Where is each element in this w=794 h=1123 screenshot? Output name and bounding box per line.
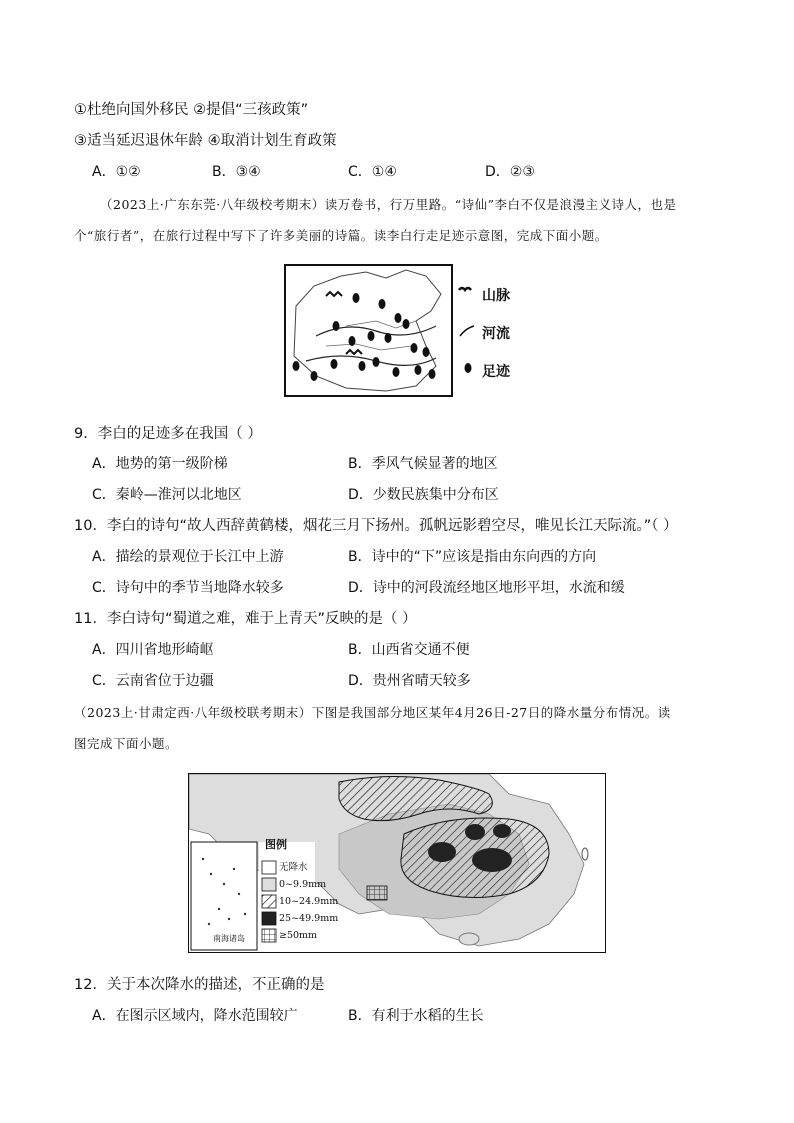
precipitation-map-drawing xyxy=(189,774,605,952)
passage-2-line-2: 图完成下面小题。 xyxy=(74,736,179,751)
question-10-stem: 10．李白的诗句“故人西辞黄鹤楼，烟花三月下扬州。孤帆远影碧空尽，唯见长江天际流。”（ ） xyxy=(74,518,678,534)
legend-item-rainstorm: ≥50mm xyxy=(279,930,318,941)
question-9-option-b: B．季风气候显著的地区 xyxy=(348,456,498,472)
choice-b: B．③④ xyxy=(212,164,261,180)
question-10-option-b: B．诗中的“下”应该是指由东向西的方向 xyxy=(348,549,597,565)
li-bai-footprint-map xyxy=(284,264,453,397)
question-11-option-b: B．山西省交通不便 xyxy=(348,642,470,658)
question-10-option-c: C．诗句中的季节当地降水较多 xyxy=(92,580,284,596)
river-icon xyxy=(460,326,474,336)
option-list-row-2: ③适当延迟退休年龄 ④取消计划生育政策 xyxy=(74,133,337,149)
question-12-option-b: B．有利于水稻的生长 xyxy=(348,1008,484,1024)
question-12-option-a: A．在图示区域内，降水范围较广 xyxy=(92,1008,298,1024)
choice-c: C．①④ xyxy=(348,164,397,180)
legend-title: 图例 xyxy=(265,838,287,851)
option-list-row-1: ①杜绝向国外移民 ②提倡“三孩政策” xyxy=(74,102,309,118)
map-1-legend-symbols xyxy=(456,284,480,384)
question-11-stem: 11．李白诗句“蜀道之难，难于上青天”反映的是（ ） xyxy=(74,611,417,627)
legend-river-label: 河流 xyxy=(482,326,510,342)
footprint-icon xyxy=(465,363,472,373)
choice-a: A．①② xyxy=(92,164,141,180)
legend-item-heavy: 25~49.9mm xyxy=(279,913,339,924)
question-11-option-d: D．贵州省晴天较多 xyxy=(348,673,471,689)
question-9-stem: 9．李白的足迹多在我国（ ） xyxy=(74,426,262,442)
question-11-option-a: A．四川省地形崎岖 xyxy=(92,642,214,658)
passage-1-line-2: 个“旅行者”，在旅行过程中写下了许多美丽的诗篇。读李白行走足迹示意图，完成下面小题。 xyxy=(74,228,608,243)
question-10-option-a: A．描绘的景观位于长江中上游 xyxy=(92,549,284,565)
precipitation-map xyxy=(188,773,606,953)
question-12-stem: 12．关于本次降水的描述，不正确的是 xyxy=(74,977,325,993)
choice-d: D．②③ xyxy=(485,164,535,180)
question-10-option-d: D．诗中的河段流经地区地形平坦，水流和缓 xyxy=(348,580,625,596)
legend-item-none: 无降水 xyxy=(279,862,308,873)
legend-mountain-label: 山脉 xyxy=(482,288,510,304)
question-9-option-d: D．少数民族集中分布区 xyxy=(348,487,499,503)
footprint-map-drawing xyxy=(286,266,451,395)
passage-2-line-1: （2023上·甘肃定西·八年级校联考期末）下图是我国部分地区某年4月26日-27日的降水量分布情况。读 xyxy=(74,705,671,720)
legend-footprint-label: 足迹 xyxy=(482,364,510,380)
inset-label-south-china-sea: 南海诸岛 xyxy=(213,934,245,943)
question-11-option-c: C．云南省位于边疆 xyxy=(92,673,214,689)
legend-item-light: 0~9.9mm xyxy=(279,879,327,890)
question-9-option-a: A．地势的第一级阶梯 xyxy=(92,456,228,472)
passage-1-line-1: （2023上·广东东莞·八年级校考期末）读万卷书，行万里路。“诗仙”李白不仅是浪漫主义诗人，也是 xyxy=(100,197,677,212)
mountain-icon xyxy=(459,288,471,290)
question-9-option-c: C．秦岭—淮河以北地区 xyxy=(92,487,242,503)
legend-item-moderate: 10~24.9mm xyxy=(279,896,339,907)
